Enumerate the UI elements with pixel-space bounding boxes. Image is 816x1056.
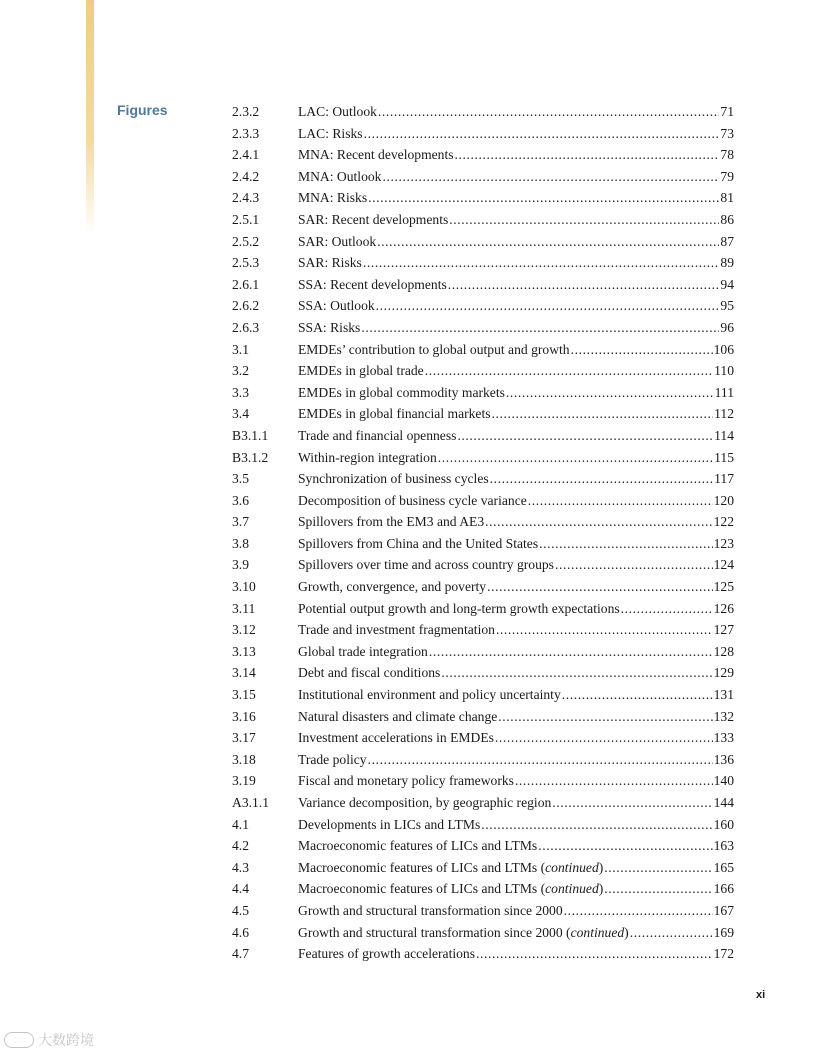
dot-leader — [438, 447, 713, 469]
dot-leader — [425, 360, 713, 382]
figure-title: MNA: Risks — [298, 190, 368, 206]
dot-leader — [490, 468, 713, 490]
toc-entry[interactable] — [232, 101, 734, 123]
page-number: 163 — [713, 838, 734, 854]
figure-title: Trade and investment fragmentation — [298, 622, 495, 638]
toc-entry[interactable] — [232, 835, 734, 857]
dot-leader — [457, 425, 713, 447]
dot-leader — [382, 166, 719, 188]
figure-number: A3.1.1 — [232, 795, 270, 810]
toc-entry[interactable] — [232, 274, 734, 296]
dot-leader — [492, 403, 714, 425]
watermark-text: 大数跨境 — [38, 1033, 94, 1049]
toc-entry[interactable] — [232, 187, 734, 209]
dot-leader — [528, 490, 713, 512]
page-number: 140 — [713, 773, 734, 789]
page-number: 128 — [713, 643, 734, 659]
figure-title: Debt and fiscal conditions — [298, 665, 441, 681]
page-number: 106 — [713, 341, 734, 357]
page-number: 144 — [713, 795, 734, 810]
figure-title: Within-region integration — [298, 449, 437, 465]
page-number: 167 — [713, 902, 734, 918]
dot-leader — [448, 274, 720, 296]
toc-entry[interactable] — [232, 511, 734, 533]
dot-leader — [496, 619, 713, 641]
dot-leader — [495, 727, 713, 749]
toc-entry[interactable] — [232, 619, 734, 641]
figure-title: EMDEs in global trade — [298, 363, 424, 379]
toc-entry[interactable] — [232, 360, 734, 382]
page-number: 78 — [720, 147, 734, 163]
figure-number: 3.12 — [232, 622, 256, 638]
dot-leader — [571, 339, 713, 361]
figure-number: 3.1 — [232, 341, 249, 357]
page-number: 160 — [713, 816, 734, 832]
figure-number: 3.14 — [232, 665, 256, 681]
figure-title: LAC: Outlook — [298, 104, 377, 119]
dot-leader — [429, 641, 713, 663]
figure-title: Developments in LICs and LTMs — [298, 816, 481, 832]
figure-title: Features of growth accelerations — [298, 946, 476, 962]
page-number: 166 — [713, 881, 734, 897]
toc-entry[interactable] — [232, 425, 734, 447]
page-number: 125 — [713, 579, 734, 595]
figure-title: Global trade integration — [298, 643, 428, 659]
figure-title: Potential output growth and long-term growth expectations — [298, 600, 620, 616]
toc-entry[interactable] — [232, 339, 734, 361]
figure-number: 2.4.2 — [232, 168, 260, 184]
figure-number: 4.1 — [232, 816, 249, 832]
figure-title: SSA: Outlook — [298, 298, 375, 314]
figure-number: 2.4.1 — [232, 147, 260, 163]
figure-title: Natural disasters and climate change — [298, 708, 498, 724]
dot-leader — [604, 857, 712, 879]
figure-title: Synchronization of business cycles — [298, 471, 489, 487]
page-number: 122 — [713, 514, 734, 530]
dot-leader — [368, 187, 719, 209]
toc-entry[interactable] — [232, 317, 734, 339]
figure-number: 4.2 — [232, 838, 249, 854]
page-number: 94 — [720, 276, 734, 292]
figure-number: 2.6.2 — [232, 298, 260, 314]
toc-entry[interactable] — [232, 900, 734, 922]
page-number: 124 — [713, 557, 734, 573]
dot-leader — [481, 814, 712, 836]
figure-title: SAR: Recent developments — [298, 211, 449, 227]
dot-leader — [485, 511, 712, 533]
figure-title: Spillovers over time and across country groups — [298, 557, 554, 573]
figure-title: Institutional environment and policy uncertainty — [298, 687, 561, 703]
toc-entry[interactable] — [232, 123, 734, 145]
dot-leader — [441, 662, 712, 684]
page-number: 165 — [713, 859, 734, 875]
page-number: 120 — [713, 492, 734, 508]
figure-title: Decomposition of business cycle variance — [298, 492, 527, 508]
toc-entry[interactable] — [232, 468, 734, 490]
dot-leader — [378, 101, 719, 123]
toc-entry[interactable] — [232, 749, 734, 771]
dot-leader — [562, 684, 713, 706]
page-folio: xi — [756, 989, 766, 1001]
page-number: 129 — [713, 665, 734, 681]
page-number: 133 — [713, 730, 734, 746]
figure-title: Trade policy — [298, 751, 367, 767]
figure-title: EMDEs’ contribution to global output and growth — [298, 341, 570, 357]
figure-number: 3.10 — [232, 579, 256, 595]
dot-leader — [552, 792, 712, 814]
toc-entry[interactable] — [232, 382, 734, 404]
figures-list — [232, 101, 734, 965]
figure-number: 4.5 — [232, 902, 249, 918]
figure-title: Macroeconomic features of LICs and LTMs (continued) — [298, 881, 604, 897]
dot-leader — [604, 878, 712, 900]
figure-number: 3.17 — [232, 730, 256, 746]
page-number: 71 — [720, 104, 734, 119]
figure-number: 3.6 — [232, 492, 249, 508]
figure-title: Fiscal and monetary policy frameworks — [298, 773, 514, 789]
toc-entry[interactable] — [232, 447, 734, 469]
figure-number: 3.19 — [232, 773, 256, 789]
figure-title: SSA: Risks — [298, 319, 361, 335]
page-number: 112 — [714, 406, 734, 422]
figure-number: B3.1.2 — [232, 449, 269, 465]
figure-number: 2.5.2 — [232, 233, 260, 249]
section-label: Figures — [117, 102, 168, 118]
figure-number: 3.2 — [232, 363, 249, 379]
toc-entry[interactable] — [232, 295, 734, 317]
dot-leader — [363, 252, 720, 274]
figure-title: Investment accelerations in EMDEs — [298, 730, 494, 746]
dot-leader — [538, 835, 712, 857]
page-number: 89 — [720, 255, 734, 271]
toc-entry[interactable] — [232, 209, 734, 231]
figure-title: SAR: Risks — [298, 255, 362, 271]
page-number: 132 — [713, 708, 734, 724]
page-number: 114 — [714, 427, 734, 443]
toc-entry[interactable] — [232, 727, 734, 749]
figure-title: SSA: Recent developments — [298, 276, 447, 292]
figure-title: MNA: Outlook — [298, 168, 382, 184]
watermark-logo-icon — [4, 1032, 34, 1048]
figure-number: 3.4 — [232, 406, 249, 422]
toc-entry[interactable] — [232, 490, 734, 512]
figure-number: 2.5.3 — [232, 255, 260, 271]
toc-entry[interactable] — [232, 770, 734, 792]
page-number: 131 — [713, 687, 734, 703]
dot-leader — [476, 943, 713, 965]
figure-number: 3.7 — [232, 514, 249, 530]
figure-title: Growth and structural transformation since 2000 — [298, 902, 563, 918]
page-number: 127 — [713, 622, 734, 638]
dot-leader — [506, 382, 714, 404]
figure-number: B3.1.1 — [232, 427, 269, 443]
dot-leader — [361, 317, 719, 339]
figure-number: 4.6 — [232, 924, 249, 940]
figure-title: Growth, convergence, and poverty — [298, 579, 487, 595]
page-number: 111 — [714, 384, 734, 400]
figure-number: 2.4.3 — [232, 190, 260, 206]
toc-entry[interactable] — [232, 598, 734, 620]
page-number: 95 — [720, 298, 734, 314]
figure-number: 3.11 — [232, 600, 256, 616]
page-number: 87 — [720, 233, 734, 249]
toc-entry[interactable] — [232, 922, 734, 944]
toc-entry[interactable] — [232, 641, 734, 663]
dot-leader — [555, 554, 713, 576]
figure-number: 2.3.2 — [232, 104, 260, 119]
toc-entry[interactable] — [232, 662, 734, 684]
figure-number: 3.13 — [232, 643, 256, 659]
dot-leader — [621, 598, 713, 620]
toc-entry[interactable] — [232, 576, 734, 598]
dot-leader — [564, 900, 713, 922]
toc-entry[interactable] — [232, 857, 734, 879]
dot-leader — [455, 144, 720, 166]
figure-number: 3.8 — [232, 535, 249, 551]
page-number: 169 — [713, 924, 734, 940]
dot-leader — [498, 706, 712, 728]
figure-title: Spillovers from the EM3 and AE3 — [298, 514, 485, 530]
dot-leader — [376, 295, 720, 317]
figure-number: 2.3.3 — [232, 125, 260, 141]
decorative-side-band — [86, 0, 94, 235]
toc-entry[interactable] — [232, 814, 734, 836]
figure-title: Trade and financial openness — [298, 427, 457, 443]
toc-entry[interactable] — [232, 252, 734, 274]
page-number: 79 — [720, 168, 734, 184]
dot-leader — [368, 749, 713, 771]
watermark — [4, 1030, 94, 1050]
dot-leader — [539, 533, 712, 555]
toc-entry[interactable] — [232, 144, 734, 166]
page-number: 136 — [713, 751, 734, 767]
figure-number: 2.6.1 — [232, 276, 260, 292]
figure-number: 3.15 — [232, 687, 256, 703]
page-number: 126 — [713, 600, 734, 616]
figure-number: 2.5.1 — [232, 211, 260, 227]
figure-number: 3.9 — [232, 557, 249, 573]
toc-entry[interactable] — [232, 403, 734, 425]
dot-leader — [449, 209, 719, 231]
figure-title: EMDEs in global financial markets — [298, 406, 491, 422]
page-number: 73 — [720, 125, 734, 141]
figure-title: Spillovers from China and the United States — [298, 535, 539, 551]
page-number: 86 — [720, 211, 734, 227]
dot-leader — [515, 770, 713, 792]
page-number: 117 — [714, 471, 734, 487]
toc-entry[interactable] — [232, 878, 734, 900]
toc-entry[interactable] — [232, 554, 734, 576]
figure-number: 4.3 — [232, 859, 249, 875]
page-number: 81 — [720, 190, 734, 206]
toc-entry[interactable] — [232, 166, 734, 188]
dot-leader — [377, 231, 719, 253]
figure-title: Macroeconomic features of LICs and LTMs (continued) — [298, 859, 604, 875]
dot-leader — [364, 123, 720, 145]
dot-leader — [487, 576, 713, 598]
toc-entry[interactable] — [232, 706, 734, 728]
figure-title: LAC: Risks — [298, 125, 363, 141]
page-number: 172 — [713, 946, 734, 962]
figure-number: 4.4 — [232, 881, 249, 897]
figure-number: 3.3 — [232, 384, 249, 400]
figure-title: SAR: Outlook — [298, 233, 377, 249]
page-number: 115 — [714, 449, 734, 465]
figure-number: 3.5 — [232, 471, 249, 487]
dot-leader — [630, 922, 713, 944]
figure-number: 2.6.3 — [232, 319, 260, 335]
toc-entry[interactable] — [232, 943, 734, 965]
figure-number: 3.18 — [232, 751, 256, 767]
toc-entry[interactable] — [232, 684, 734, 706]
toc-entry[interactable] — [232, 792, 734, 814]
figure-title: Growth and structural transformation since 2000 (continued) — [298, 924, 629, 940]
figure-title: Variance decomposition, by geographic region — [298, 795, 552, 810]
page-number: 96 — [720, 319, 734, 335]
page-number: 110 — [714, 363, 734, 379]
toc-entry[interactable] — [232, 533, 734, 555]
figure-number: 3.16 — [232, 708, 256, 724]
figure-title: MNA: Recent developments — [298, 147, 454, 163]
figure-title: EMDEs in global commodity markets — [298, 384, 505, 400]
figure-number: 4.7 — [232, 946, 249, 962]
figure-title: Macroeconomic features of LICs and LTMs — [298, 838, 538, 854]
page-number: 123 — [713, 535, 734, 551]
toc-entry[interactable] — [232, 231, 734, 253]
